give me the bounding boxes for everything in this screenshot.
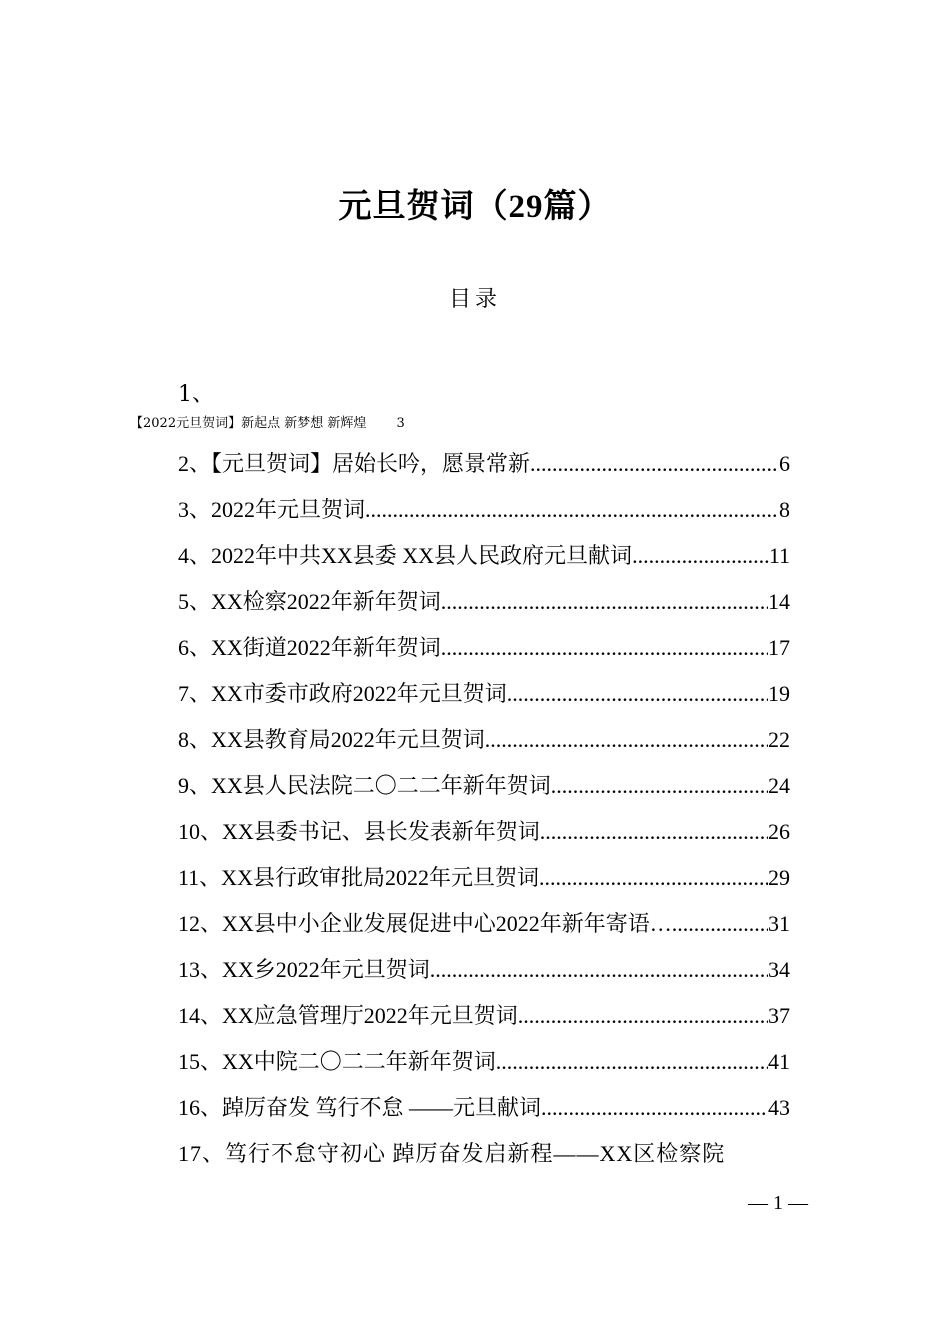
toc-entry-label: 9、XX县人民法院二〇二二年新年贺词 — [178, 773, 551, 798]
toc-entry-label: 14、XX应急管理厅2022年元旦贺词 — [178, 1003, 518, 1028]
toc-leader-dots — [507, 674, 768, 714]
toc-leader-dots — [518, 996, 768, 1036]
toc-entry-page: 17 — [768, 635, 790, 660]
toc-entry-page: 26 — [768, 819, 790, 844]
toc-entry-page: 43 — [768, 1095, 790, 1120]
toc-leader-dots — [441, 582, 768, 622]
toc-entry-label: 6、XX街道2022年新年贺词 — [178, 635, 441, 660]
toc-entry-page: 24 — [768, 773, 790, 798]
toc-entry-12[interactable] — [178, 904, 790, 950]
toc-heading: 目录 — [448, 287, 501, 312]
toc-entry-1-label: 【2022元旦贺词】新起点 新梦想 新辉煌 — [130, 416, 367, 431]
toc-entry-page: 6 — [779, 451, 790, 476]
toc-entry-16[interactable] — [178, 1088, 790, 1134]
toc-entry-label: 17、笃行不怠守初心 踔厉奋发启新程——XX区检察院 — [178, 1141, 726, 1166]
toc-entry-5[interactable] — [178, 582, 790, 628]
toc-entry-label: 7、XX市委市政府2022年元旦贺词 — [178, 681, 507, 706]
toc-entry-9[interactable] — [178, 766, 790, 812]
toc-entry-label: 2、【元旦贺词】居始长吟，愿景常新 — [178, 451, 531, 476]
toc-entry-label: 15、XX中院二〇二二年新年贺词 — [178, 1049, 496, 1074]
document-title: 元旦贺词（29篇） — [338, 189, 612, 225]
toc-entry-1[interactable] — [130, 412, 405, 431]
toc-entry-10[interactable] — [178, 812, 790, 858]
toc-leader-dots — [430, 950, 768, 990]
toc-entry-label: 8、XX县教育局2022年元旦贺词 — [178, 727, 485, 752]
toc-leader-dots — [539, 858, 768, 898]
toc-leader-dots — [441, 628, 768, 668]
toc-entry-label: 5、XX检察2022年新年贺词 — [178, 589, 441, 614]
toc-entry-label: 16、踔厉奋发 笃行不怠 ——元旦献词 — [178, 1095, 542, 1120]
toc-entry-8[interactable] — [178, 720, 790, 766]
toc-entry-label: 13、XX乡2022年元旦贺词 — [178, 957, 430, 982]
toc-entry-page: 31 — [768, 911, 790, 936]
toc-entry-label: 4、2022年中共XX县委 XX县人民政府元旦献词 — [178, 543, 633, 568]
toc-entry-label: 3、2022年元旦贺词 — [178, 497, 366, 522]
toc-leader-dots — [541, 1088, 768, 1128]
toc-leader-dots — [485, 720, 768, 760]
toc-leader-dots — [672, 904, 768, 944]
toc-entry-label: 10、XX县委书记、县长发表新年贺词 — [178, 819, 540, 844]
toc-leader-dots — [632, 536, 769, 576]
toc-entry-17[interactable] — [178, 1134, 838, 1180]
toc-leader-dots — [551, 766, 768, 806]
toc-leader-dots — [496, 1042, 768, 1082]
toc-entry-6[interactable] — [178, 628, 790, 674]
toc-entry-1-number[interactable]: 1、 — [178, 382, 214, 407]
toc-entry-15[interactable] — [178, 1042, 790, 1088]
toc-entry-page: 41 — [768, 1049, 790, 1074]
toc-entry-page: 22 — [768, 727, 790, 752]
toc-entry-4[interactable] — [178, 536, 790, 582]
toc-entry-page: 14 — [768, 589, 790, 614]
toc-entry-13[interactable] — [178, 950, 790, 996]
toc-leader-dots — [540, 812, 768, 852]
toc-entry-page: 8 — [779, 497, 790, 522]
toc-entry-page: 11 — [768, 543, 790, 568]
page-number: — 1 — — [748, 1192, 808, 1214]
toc-entry-11[interactable] — [178, 858, 790, 904]
toc-leader-dots — [530, 444, 779, 484]
toc-entry-14[interactable] — [178, 996, 790, 1042]
toc-entry-1-page: 3 — [396, 416, 405, 431]
toc-entry-label: 11、XX县行政审批局2022年元旦贺词 — [178, 865, 539, 890]
toc-entry-page: 37 — [768, 1003, 790, 1028]
toc-entry-label: 12、XX县中小企业发展促进中心2022年新年寄语… — [178, 911, 672, 936]
toc-entry-page: 19 — [768, 681, 790, 706]
toc-leader-dots — [365, 490, 779, 530]
toc-entry-page: 34 — [768, 957, 790, 982]
toc-entry-page: 29 — [768, 865, 790, 890]
toc-list — [178, 444, 790, 1180]
toc-entry-3[interactable] — [178, 490, 790, 536]
toc-entry-7[interactable] — [178, 674, 790, 720]
toc-entry-2[interactable] — [178, 444, 790, 490]
